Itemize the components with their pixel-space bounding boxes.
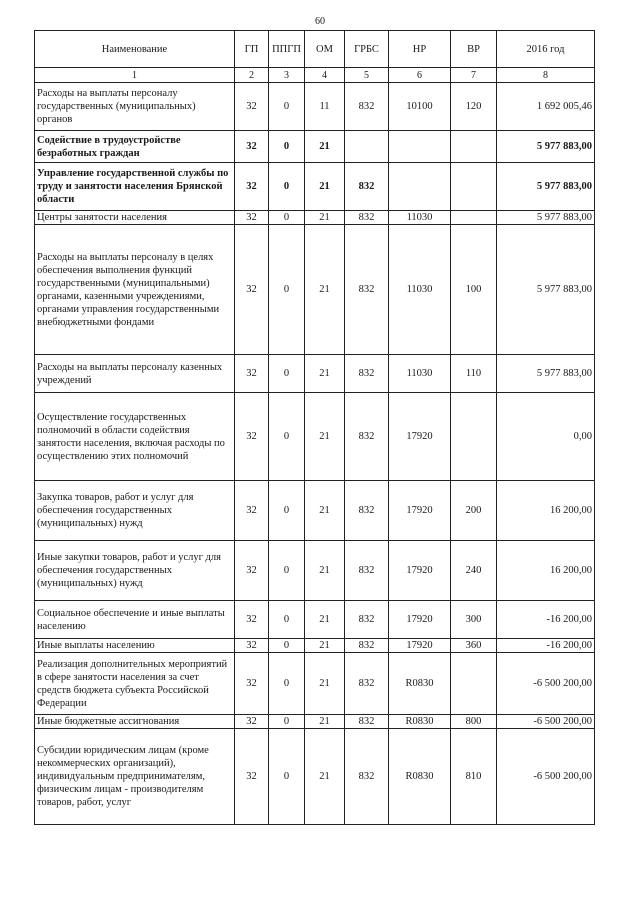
table-row: [35, 211, 595, 225]
table-row: [35, 481, 595, 541]
table-row: [35, 653, 595, 715]
row-name: Иные закупки товаров, работ и услуг для обеспечения государственных (муниципальных) нужд: [35, 541, 235, 601]
cell-gp: 32: [235, 729, 269, 825]
cell-grbs: 832: [345, 211, 389, 225]
table-row: [35, 639, 595, 653]
cell-ppgp: 0: [269, 639, 305, 653]
cell-amount: 5 977 883,00: [497, 355, 595, 393]
cell-nr: 17920: [389, 393, 451, 481]
cell-om: 21: [305, 729, 345, 825]
cell-om: 21: [305, 131, 345, 163]
cell-vr: 120: [451, 83, 497, 131]
cell-om: 21: [305, 211, 345, 225]
row-name: Иные бюджетные ассигнования: [35, 715, 235, 729]
cell-nr: [389, 163, 451, 211]
cell-gp: 32: [235, 83, 269, 131]
header-nr: НР: [389, 31, 451, 68]
cell-nr: 17920: [389, 481, 451, 541]
cell-ppgp: 0: [269, 393, 305, 481]
table-row: [35, 541, 595, 601]
column-number-row: [35, 68, 595, 83]
cell-vr: [451, 163, 497, 211]
table-row: [35, 163, 595, 211]
row-name: Центры занятости населения: [35, 211, 235, 225]
cell-nr: 17920: [389, 541, 451, 601]
cell-ppgp: 0: [269, 355, 305, 393]
column-number: 5: [345, 68, 389, 83]
cell-vr: 110: [451, 355, 497, 393]
cell-grbs: 832: [345, 481, 389, 541]
cell-om: 21: [305, 541, 345, 601]
header-row: [35, 31, 595, 68]
cell-grbs: 832: [345, 729, 389, 825]
header-year: 2016 год: [497, 31, 595, 68]
cell-gp: 32: [235, 639, 269, 653]
column-number: 7: [451, 68, 497, 83]
cell-om: 21: [305, 393, 345, 481]
page-number: 60: [315, 16, 325, 27]
header-grbs: ГРБС: [345, 31, 389, 68]
cell-om: 21: [305, 163, 345, 211]
cell-amount: 5 977 883,00: [497, 211, 595, 225]
cell-amount: 16 200,00: [497, 541, 595, 601]
cell-amount: -16 200,00: [497, 601, 595, 639]
cell-om: 21: [305, 653, 345, 715]
cell-grbs: 832: [345, 225, 389, 355]
row-name: Осуществление государственных полномочий в области содействия занятости населения, включая расходы по осуществлению этих полномочий: [35, 393, 235, 481]
header-ppgp: ППГП: [269, 31, 305, 68]
cell-grbs: 832: [345, 163, 389, 211]
column-number: 6: [389, 68, 451, 83]
row-name: Иные выплаты населению: [35, 639, 235, 653]
cell-gp: 32: [235, 541, 269, 601]
cell-nr: 17920: [389, 639, 451, 653]
cell-vr: 800: [451, 715, 497, 729]
cell-amount: -6 500 200,00: [497, 729, 595, 825]
cell-ppgp: 0: [269, 83, 305, 131]
cell-ppgp: 0: [269, 653, 305, 715]
cell-nr: R0830: [389, 729, 451, 825]
column-number: 1: [35, 68, 235, 83]
cell-ppgp: 0: [269, 225, 305, 355]
cell-grbs: 832: [345, 639, 389, 653]
cell-om: 21: [305, 225, 345, 355]
cell-grbs: 832: [345, 653, 389, 715]
cell-gp: 32: [235, 131, 269, 163]
cell-ppgp: 0: [269, 163, 305, 211]
cell-amount: 1 692 005,46: [497, 83, 595, 131]
cell-nr: R0830: [389, 715, 451, 729]
cell-nr: 11030: [389, 211, 451, 225]
cell-om: 21: [305, 639, 345, 653]
column-number: 8: [497, 68, 595, 83]
cell-grbs: 832: [345, 601, 389, 639]
row-name: Социальное обеспечение и иные выплаты населению: [35, 601, 235, 639]
cell-nr: 11030: [389, 225, 451, 355]
cell-amount: -6 500 200,00: [497, 653, 595, 715]
cell-gp: 32: [235, 393, 269, 481]
cell-ppgp: 0: [269, 601, 305, 639]
row-name: Субсидии юридическим лицам (кроме некоммерческих организаций), индивидуальным предпринимателям, физическим лицам - производителям товаров, работ, услуг: [35, 729, 235, 825]
cell-grbs: 832: [345, 355, 389, 393]
table-row: [35, 393, 595, 481]
table-row: [35, 355, 595, 393]
cell-grbs: 832: [345, 715, 389, 729]
cell-grbs: 832: [345, 83, 389, 131]
cell-ppgp: 0: [269, 131, 305, 163]
cell-vr: [451, 653, 497, 715]
cell-ppgp: 0: [269, 715, 305, 729]
cell-amount: 16 200,00: [497, 481, 595, 541]
cell-vr: 810: [451, 729, 497, 825]
table-row: [35, 225, 595, 355]
cell-gp: 32: [235, 225, 269, 355]
column-number: 2: [235, 68, 269, 83]
cell-ppgp: 0: [269, 541, 305, 601]
row-name: Управление государственной службы по труду и занятости населения Брянской области: [35, 163, 235, 211]
cell-amount: 5 977 883,00: [497, 131, 595, 163]
row-name: Расходы на выплаты персоналу в целях обеспечения выполнения функций государственными (муниципальными) органами, казенными учреждениями, органами управления государственными внебюджетными фондами: [35, 225, 235, 355]
cell-nr: 10100: [389, 83, 451, 131]
header-name: Наименование: [35, 31, 235, 68]
cell-grbs: [345, 131, 389, 163]
table-row: [35, 601, 595, 639]
cell-om: 21: [305, 715, 345, 729]
cell-gp: 32: [235, 481, 269, 541]
cell-gp: 32: [235, 163, 269, 211]
cell-amount: 5 977 883,00: [497, 225, 595, 355]
cell-vr: 240: [451, 541, 497, 601]
table-row: [35, 715, 595, 729]
column-number: 4: [305, 68, 345, 83]
cell-om: 21: [305, 481, 345, 541]
cell-vr: [451, 211, 497, 225]
cell-om: 21: [305, 601, 345, 639]
cell-om: 11: [305, 83, 345, 131]
cell-nr: 11030: [389, 355, 451, 393]
cell-vr: 200: [451, 481, 497, 541]
cell-gp: 32: [235, 715, 269, 729]
cell-gp: 32: [235, 653, 269, 715]
row-name: Расходы на выплаты персоналу казенных учреждений: [35, 355, 235, 393]
cell-gp: 32: [235, 355, 269, 393]
cell-amount: 0,00: [497, 393, 595, 481]
column-number: 3: [269, 68, 305, 83]
cell-nr: R0830: [389, 653, 451, 715]
row-name: Расходы на выплаты персоналу государственных (муниципальных) органов: [35, 83, 235, 131]
cell-gp: 32: [235, 601, 269, 639]
table-row: [35, 729, 595, 825]
row-name: Реализация дополнительных мероприятий в сфере занятости населения за счет средств бюджета субъекта Российской Федерации: [35, 653, 235, 715]
cell-gp: 32: [235, 211, 269, 225]
cell-vr: 300: [451, 601, 497, 639]
cell-vr: [451, 393, 497, 481]
row-name: Содействие в трудоустройстве безработных граждан: [35, 131, 235, 163]
cell-amount: 5 977 883,00: [497, 163, 595, 211]
cell-amount: -6 500 200,00: [497, 715, 595, 729]
cell-om: 21: [305, 355, 345, 393]
cell-vr: 100: [451, 225, 497, 355]
cell-ppgp: 0: [269, 729, 305, 825]
cell-nr: [389, 131, 451, 163]
cell-nr: 17920: [389, 601, 451, 639]
table-row: [35, 131, 595, 163]
table-row: [35, 83, 595, 131]
cell-amount: -16 200,00: [497, 639, 595, 653]
cell-grbs: 832: [345, 393, 389, 481]
header-om: ОМ: [305, 31, 345, 68]
cell-ppgp: 0: [269, 481, 305, 541]
cell-vr: 360: [451, 639, 497, 653]
cell-vr: [451, 131, 497, 163]
cell-ppgp: 0: [269, 211, 305, 225]
cell-grbs: 832: [345, 541, 389, 601]
header-gp: ГП: [235, 31, 269, 68]
budget-table: [34, 30, 595, 825]
header-vr: ВР: [451, 31, 497, 68]
row-name: Закупка товаров, работ и услуг для обеспечения государственных (муниципальных) нужд: [35, 481, 235, 541]
